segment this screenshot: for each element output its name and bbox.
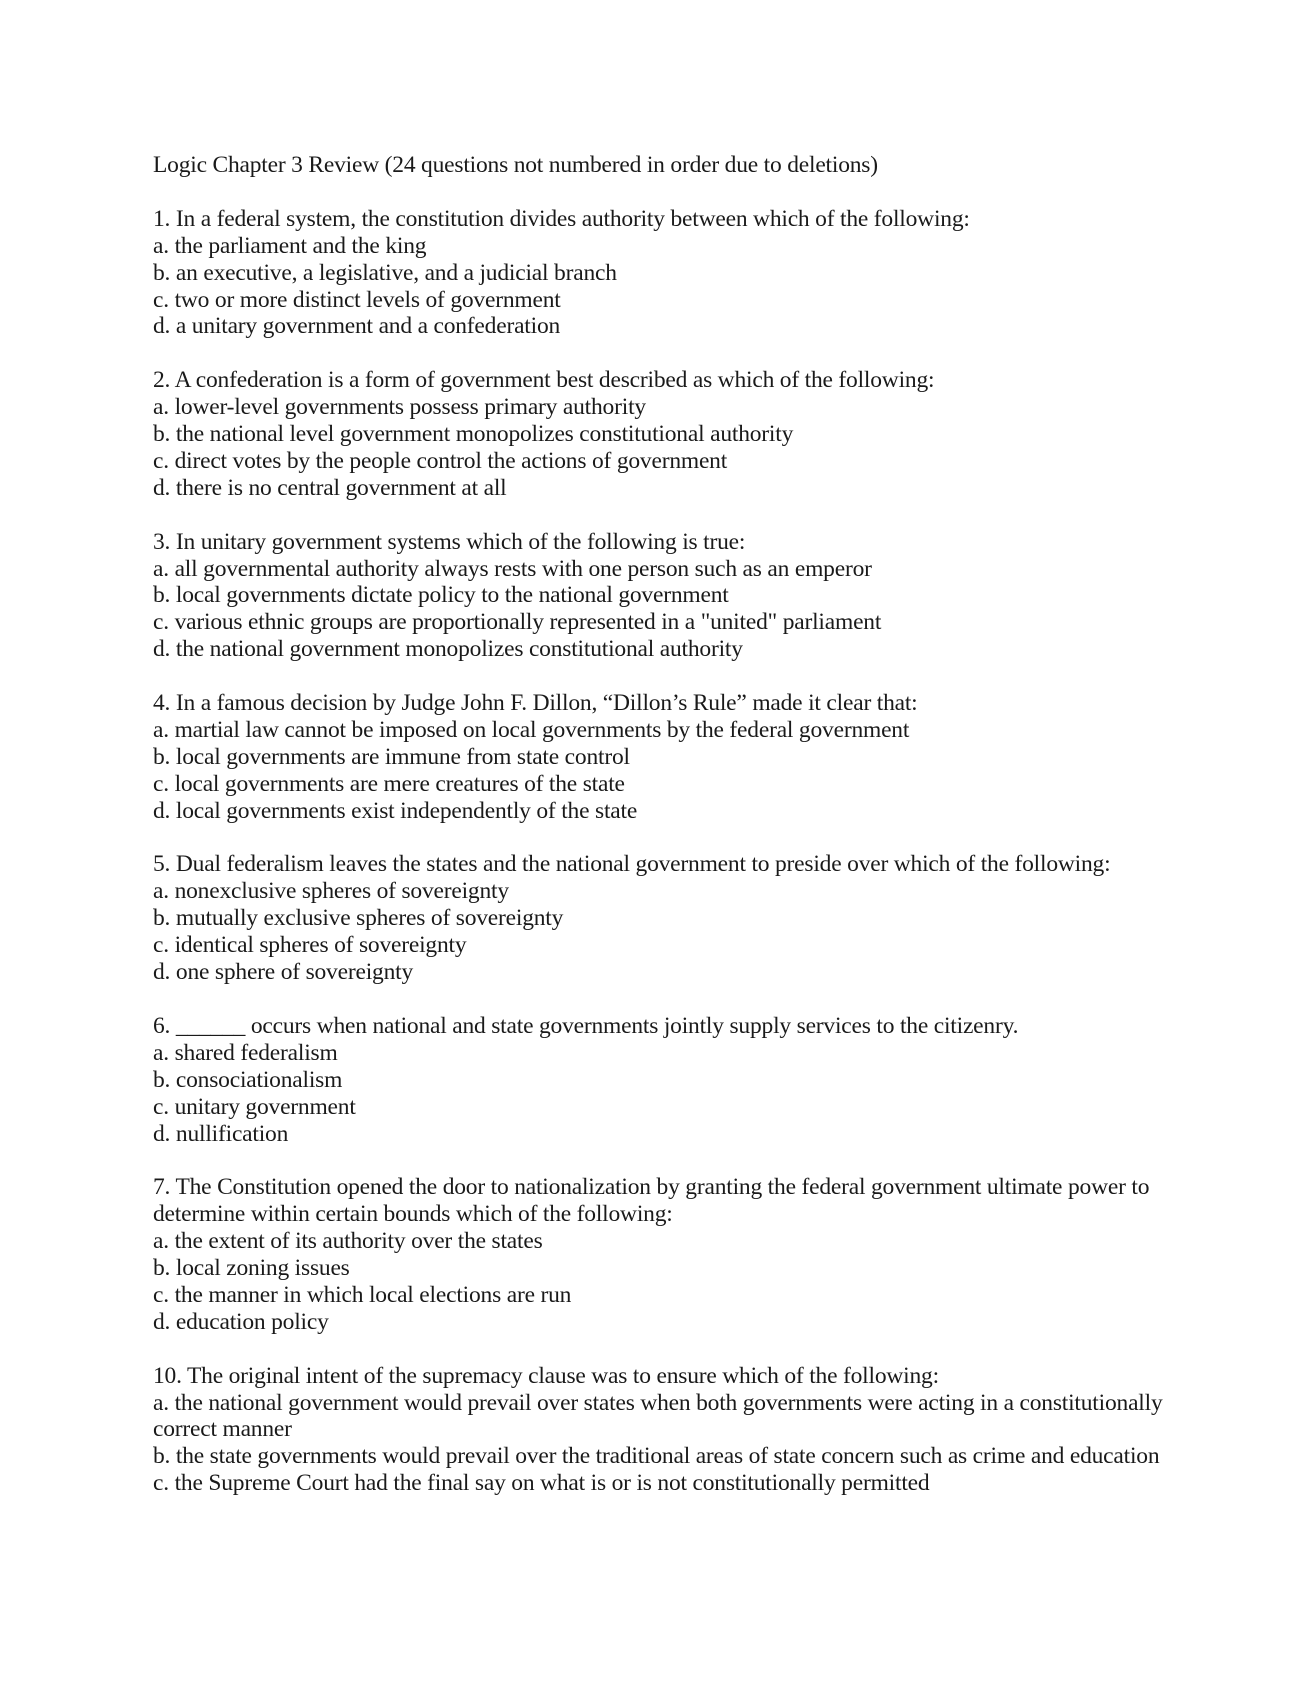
answer-option: c. local governments are mere creatures of the state [153,770,625,797]
answer-option: c. identical spheres of sovereignty [153,932,467,959]
answer-option: c. the Supreme Court had the final say on what is or is not constitutionally permitted [153,1470,930,1497]
answer-option: d. local governments exist independently of the state [153,797,638,824]
answer-option: c. the manner in which local elections are run [153,1281,572,1308]
document-title: Logic Chapter 3 Review (24 questions not numbered in order due to deletions) [153,152,878,178]
answer-option: b. local zoning issues [153,1255,350,1282]
answer-option: a. the parliament and the king [153,232,427,259]
answer-option: a. the national government would prevail over states when both governments were acting in a constitutionally correct manner [153,1389,1163,1443]
answer-option: d. nullification [153,1120,289,1147]
question-stem: 3. In unitary government systems which of the following is true: [153,528,746,555]
answer-option: a. lower-level governments possess primary authority [153,394,646,421]
document-page [153,152,1163,1524]
question-stem: 1. In a federal system, the constitution divides authority between which of the following: [153,205,970,232]
answer-option: a. nonexclusive spheres of sovereignty [153,878,509,905]
question-stem: 4. In a famous decision by Judge John F. Dillon, “Dillon’s Rule” made it clear that: [153,690,918,717]
question-stem: 6. ______ occurs when national and state governments jointly supply services to the citizenry. [153,1012,1019,1039]
answer-option: b. the national level government monopolizes constitutional authority [153,421,794,448]
answer-option: b. the state governments would prevail over the traditional areas of state concern such as crime and education [153,1443,1160,1470]
question-3 [153,529,1163,664]
answer-option: c. unitary government [153,1093,356,1120]
answer-option: d. one sphere of sovereignty [153,959,414,986]
answer-option: c. direct votes by the people control the actions of government [153,447,728,474]
answer-option: b. mutually exclusive spheres of sovereignty [153,905,564,932]
answer-option: b. local governments dictate policy to the national government [153,582,729,609]
question-stem: 7. The Constitution opened the door to nationalization by granting the federal government ultimate power to determine within certain bounds which of the following: [153,1174,1150,1228]
answer-option: d. a unitary government and a confederation [153,313,561,340]
question-1 [153,206,1163,341]
answer-option: b. consociationalism [153,1066,343,1093]
answer-option: a. all governmental authority always rests with one person such as an emperor [153,555,872,582]
answer-option: d. the national government monopolizes constitutional authority [153,636,743,663]
answer-option: d. education policy [153,1308,329,1335]
question-10 [153,1363,1163,1498]
question-stem: 5. Dual federalism leaves the states and the national government to preside over which of the following: [153,851,1111,878]
question-4 [153,690,1163,825]
question-6 [153,1013,1163,1148]
question-stem: 2. A confederation is a form of government best described as which of the following: [153,367,935,394]
question-5 [153,851,1163,986]
answer-option: c. various ethnic groups are proportionally represented in a "united" parliament [153,609,882,636]
answer-option: d. there is no central government at all [153,474,507,501]
question-2 [153,367,1163,502]
answer-option: b. an executive, a legislative, and a judicial branch [153,259,617,286]
answer-option: b. local governments are immune from state control [153,743,630,770]
answer-option: a. martial law cannot be imposed on local governments by the federal government [153,716,910,743]
question-7 [153,1174,1163,1335]
answer-option: a. shared federalism [153,1039,338,1066]
question-stem: 10. The original intent of the supremacy clause was to ensure which of the following: [153,1362,939,1389]
answer-option: a. the extent of its authority over the states [153,1228,543,1255]
answer-option: c. two or more distinct levels of government [153,286,561,313]
